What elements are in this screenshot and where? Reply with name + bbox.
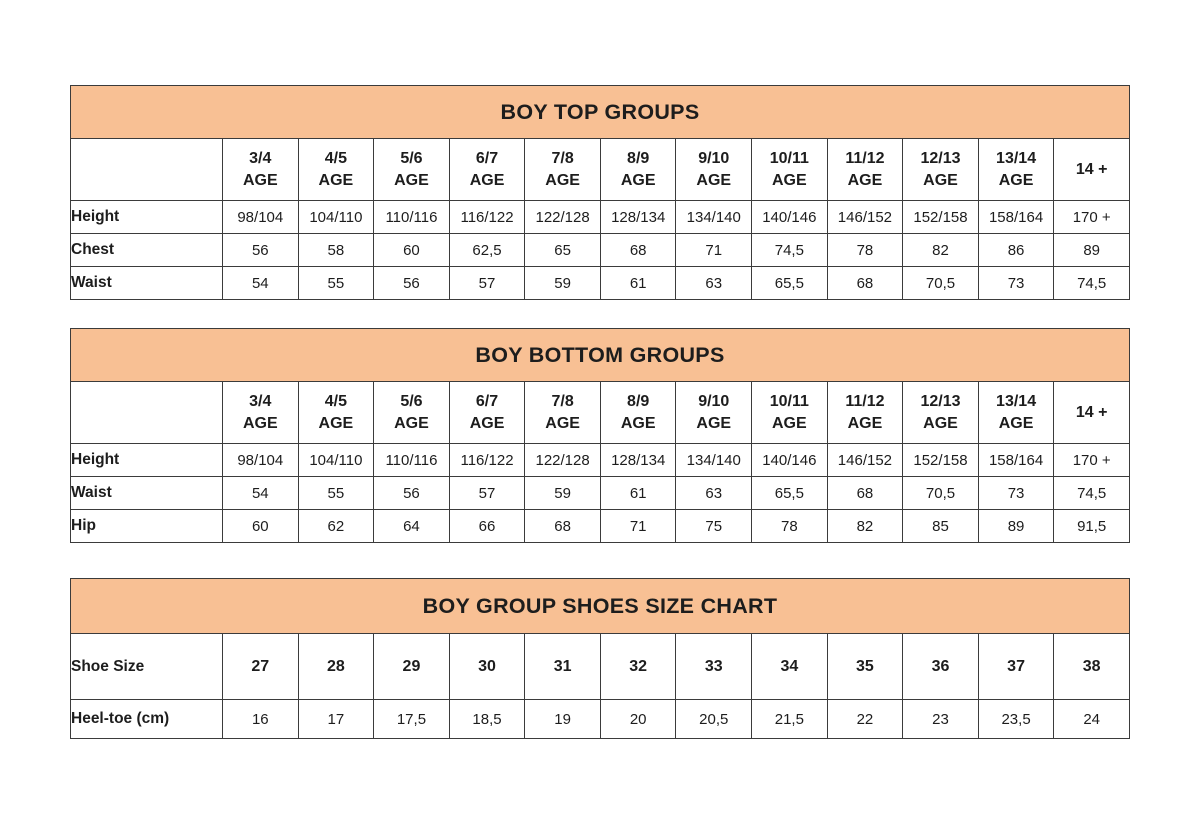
column-header-cell [449, 382, 525, 444]
value-cell: 75 [676, 510, 752, 543]
column-header-bottom: AGE [998, 414, 1034, 432]
column-header-cell [827, 634, 903, 700]
value-cell: 85 [903, 510, 979, 543]
column-header-cell [600, 382, 676, 444]
value-cell: 116/122 [449, 444, 525, 477]
column-header-top: 11/12 [845, 150, 885, 168]
column-header-top: 37 [1007, 657, 1025, 675]
value-cell: 56 [223, 234, 299, 267]
column-header-top: 7/8 [551, 150, 574, 168]
value-cell: 18,5 [449, 700, 525, 739]
column-header-cell [600, 139, 676, 201]
column-header-bottom: AGE [394, 414, 429, 432]
table-row [71, 477, 1130, 510]
column-header-top: 3/4 [249, 393, 272, 411]
column-header-bottom: AGE [923, 171, 958, 189]
column-header-bottom: AGE [620, 171, 656, 189]
column-header-top: 38 [1082, 657, 1101, 675]
value-cell: 19 [525, 700, 601, 739]
column-header-cell [978, 634, 1054, 700]
column-header-top: 36 [931, 657, 950, 675]
column-header-cell [223, 634, 299, 700]
value-cell: 110/116 [374, 444, 450, 477]
row-label: Heel-toe (cm) [71, 700, 223, 739]
column-header-bottom: AGE [998, 171, 1034, 189]
value-cell: 54 [223, 267, 299, 300]
table-title: BOY BOTTOM GROUPS [71, 329, 1130, 382]
value-cell: 170 + [1054, 444, 1130, 477]
column-header-bottom: AGE [394, 171, 429, 189]
header-row-label [71, 382, 223, 444]
value-cell: 146/152 [827, 201, 903, 234]
header-row-label [71, 139, 223, 201]
value-cell: 89 [1054, 234, 1130, 267]
column-header-cell [374, 382, 450, 444]
size-table-boy-bottom-groups [70, 328, 1130, 543]
column-header-top: 4/5 [324, 150, 347, 168]
value-cell: 116/122 [449, 201, 525, 234]
column-header-cell [449, 139, 525, 201]
value-cell: 62 [298, 510, 374, 543]
column-header-top: 13/14 [996, 150, 1037, 168]
value-cell: 140/146 [752, 444, 828, 477]
column-header-bottom: AGE [696, 414, 732, 432]
column-header-bottom: AGE [545, 414, 580, 432]
value-cell: 68 [525, 510, 601, 543]
value-cell: 60 [374, 234, 450, 267]
table-title: BOY TOP GROUPS [71, 86, 1130, 139]
value-cell: 73 [978, 477, 1054, 510]
value-cell: 64 [374, 510, 450, 543]
column-header-top: 28 [326, 657, 345, 675]
size-charts-container [70, 85, 1130, 739]
table-row [71, 234, 1130, 267]
column-header-top: 30 [478, 657, 496, 675]
value-cell: 89 [978, 510, 1054, 543]
column-header-top: 5/6 [400, 393, 423, 411]
column-header-cell [676, 634, 752, 700]
value-cell: 98/104 [223, 444, 299, 477]
column-header-cell [600, 634, 676, 700]
value-cell: 134/140 [676, 444, 752, 477]
value-cell: 70,5 [903, 267, 979, 300]
value-cell: 122/128 [525, 444, 601, 477]
column-header-top: 13/14 [996, 393, 1037, 411]
value-cell: 20 [600, 700, 676, 739]
value-cell: 68 [827, 477, 903, 510]
value-cell: 128/134 [600, 201, 676, 234]
column-header-cell [903, 382, 979, 444]
column-header-cell [298, 382, 374, 444]
column-header-cell [1054, 139, 1130, 201]
column-header-top: 9/10 [698, 150, 730, 168]
column-header-cell [1054, 382, 1130, 444]
column-header-bottom: AGE [469, 171, 505, 189]
header-row-label: Shoe Size [71, 634, 223, 700]
column-header-top: 14 + [1075, 160, 1108, 178]
value-cell: 57 [449, 477, 525, 510]
column-header-top: 9/10 [698, 393, 730, 411]
column-header-cell [978, 139, 1054, 201]
column-header-cell [903, 634, 979, 700]
column-header-cell [827, 139, 903, 201]
table-title: BOY GROUP SHOES SIZE CHART [71, 579, 1130, 634]
column-header-bottom: AGE [847, 171, 883, 189]
value-cell: 60 [223, 510, 299, 543]
value-cell: 170 + [1054, 201, 1130, 234]
table-row [71, 444, 1130, 477]
column-header-cell [752, 382, 828, 444]
column-header-top: 10/11 [769, 393, 809, 411]
column-header-cell [1054, 634, 1130, 700]
column-header-cell [525, 634, 601, 700]
column-header-top: 6/7 [475, 150, 499, 168]
value-cell: 74,5 [1054, 477, 1130, 510]
column-header-cell [374, 634, 450, 700]
value-cell: 23 [903, 700, 979, 739]
column-header-cell [827, 382, 903, 444]
value-cell: 55 [298, 267, 374, 300]
column-header-cell [298, 139, 374, 201]
table-row [71, 201, 1130, 234]
value-cell: 78 [827, 234, 903, 267]
column-header-bottom: AGE [318, 171, 354, 189]
column-header-bottom: AGE [620, 414, 656, 432]
value-cell: 110/116 [374, 201, 450, 234]
value-cell: 16 [223, 700, 299, 739]
value-cell: 59 [525, 477, 601, 510]
column-header-top: 11/12 [845, 393, 885, 411]
column-header-bottom: AGE [318, 414, 354, 432]
column-header-bottom: AGE [242, 414, 278, 432]
column-header-top: 31 [553, 657, 572, 675]
value-cell: 146/152 [827, 444, 903, 477]
value-cell: 74,5 [752, 234, 828, 267]
row-label: Chest [71, 234, 223, 267]
column-header-top: 33 [704, 657, 723, 675]
value-cell: 91,5 [1054, 510, 1130, 543]
value-cell: 82 [903, 234, 979, 267]
column-header-cell [525, 382, 601, 444]
column-header-bottom: AGE [469, 414, 505, 432]
column-header-top: 4/5 [324, 393, 347, 411]
value-cell: 65,5 [752, 267, 828, 300]
column-header-top: 14 + [1075, 403, 1108, 421]
value-cell: 55 [298, 477, 374, 510]
value-cell: 63 [676, 267, 752, 300]
value-cell: 140/146 [752, 201, 828, 234]
value-cell: 17,5 [374, 700, 450, 739]
value-cell: 152/158 [903, 444, 979, 477]
size-table-boy-top-groups [70, 85, 1130, 300]
value-cell: 21,5 [752, 700, 828, 739]
value-cell: 86 [978, 234, 1054, 267]
column-header-cell [903, 139, 979, 201]
column-header-top: 7/8 [551, 393, 574, 411]
column-header-bottom: AGE [772, 171, 807, 189]
value-cell: 65,5 [752, 477, 828, 510]
value-cell: 22 [827, 700, 903, 739]
value-cell: 70,5 [903, 477, 979, 510]
table-row [71, 700, 1130, 739]
value-cell: 71 [600, 510, 676, 543]
column-header-top: 3/4 [249, 150, 272, 168]
row-label: Waist [71, 477, 223, 510]
column-header-top: 8/9 [627, 150, 650, 168]
row-label: Hip [71, 510, 223, 543]
column-header-cell [676, 382, 752, 444]
value-cell: 65 [525, 234, 601, 267]
column-header-cell [298, 634, 374, 700]
value-cell: 73 [978, 267, 1054, 300]
value-cell: 24 [1054, 700, 1130, 739]
column-header-bottom: AGE [772, 414, 807, 432]
value-cell: 128/134 [600, 444, 676, 477]
column-header-top: 12/13 [920, 393, 961, 411]
column-header-cell [752, 634, 828, 700]
value-cell: 63 [676, 477, 752, 510]
value-cell: 82 [827, 510, 903, 543]
column-header-top: 8/9 [627, 393, 650, 411]
value-cell: 54 [223, 477, 299, 510]
value-cell: 58 [298, 234, 374, 267]
table-row [71, 267, 1130, 300]
column-header-bottom: AGE [923, 414, 958, 432]
column-header-cell [449, 634, 525, 700]
value-cell: 17 [298, 700, 374, 739]
value-cell: 61 [600, 267, 676, 300]
value-cell: 71 [676, 234, 752, 267]
column-header-top: 27 [251, 657, 270, 675]
column-header-cell [676, 139, 752, 201]
value-cell: 56 [374, 477, 450, 510]
column-header-cell [223, 139, 299, 201]
column-header-cell [374, 139, 450, 201]
column-header-bottom: AGE [847, 414, 883, 432]
value-cell: 104/110 [298, 444, 374, 477]
row-label: Height [71, 444, 223, 477]
column-header-bottom: AGE [545, 171, 580, 189]
column-header-top: 32 [629, 657, 648, 675]
column-header-top: 34 [780, 657, 799, 675]
size-table-boy-group-shoes-size-chart [70, 578, 1130, 739]
value-cell: 78 [752, 510, 828, 543]
value-cell: 158/164 [978, 201, 1054, 234]
column-header-top: 10/11 [769, 150, 809, 168]
value-cell: 56 [374, 267, 450, 300]
value-cell: 61 [600, 477, 676, 510]
value-cell: 59 [525, 267, 601, 300]
column-header-top: 35 [856, 657, 874, 675]
column-header-top: 12/13 [920, 150, 961, 168]
value-cell: 68 [827, 267, 903, 300]
value-cell: 66 [449, 510, 525, 543]
value-cell: 57 [449, 267, 525, 300]
column-header-cell [978, 382, 1054, 444]
value-cell: 158/164 [978, 444, 1054, 477]
column-header-top: 6/7 [475, 393, 499, 411]
column-header-top: 5/6 [400, 150, 423, 168]
row-label: Height [71, 201, 223, 234]
column-header-top: 29 [402, 657, 421, 675]
value-cell: 152/158 [903, 201, 979, 234]
column-header-cell [525, 139, 601, 201]
row-label: Waist [71, 267, 223, 300]
column-header-cell [752, 139, 828, 201]
value-cell: 122/128 [525, 201, 601, 234]
value-cell: 104/110 [298, 201, 374, 234]
value-cell: 74,5 [1054, 267, 1130, 300]
column-header-bottom: AGE [696, 171, 732, 189]
value-cell: 68 [600, 234, 676, 267]
column-header-bottom: AGE [242, 171, 278, 189]
value-cell: 98/104 [223, 201, 299, 234]
value-cell: 62,5 [449, 234, 525, 267]
table-row [71, 510, 1130, 543]
column-header-cell [223, 382, 299, 444]
value-cell: 23,5 [978, 700, 1054, 739]
value-cell: 134/140 [676, 201, 752, 234]
value-cell: 20,5 [676, 700, 752, 739]
